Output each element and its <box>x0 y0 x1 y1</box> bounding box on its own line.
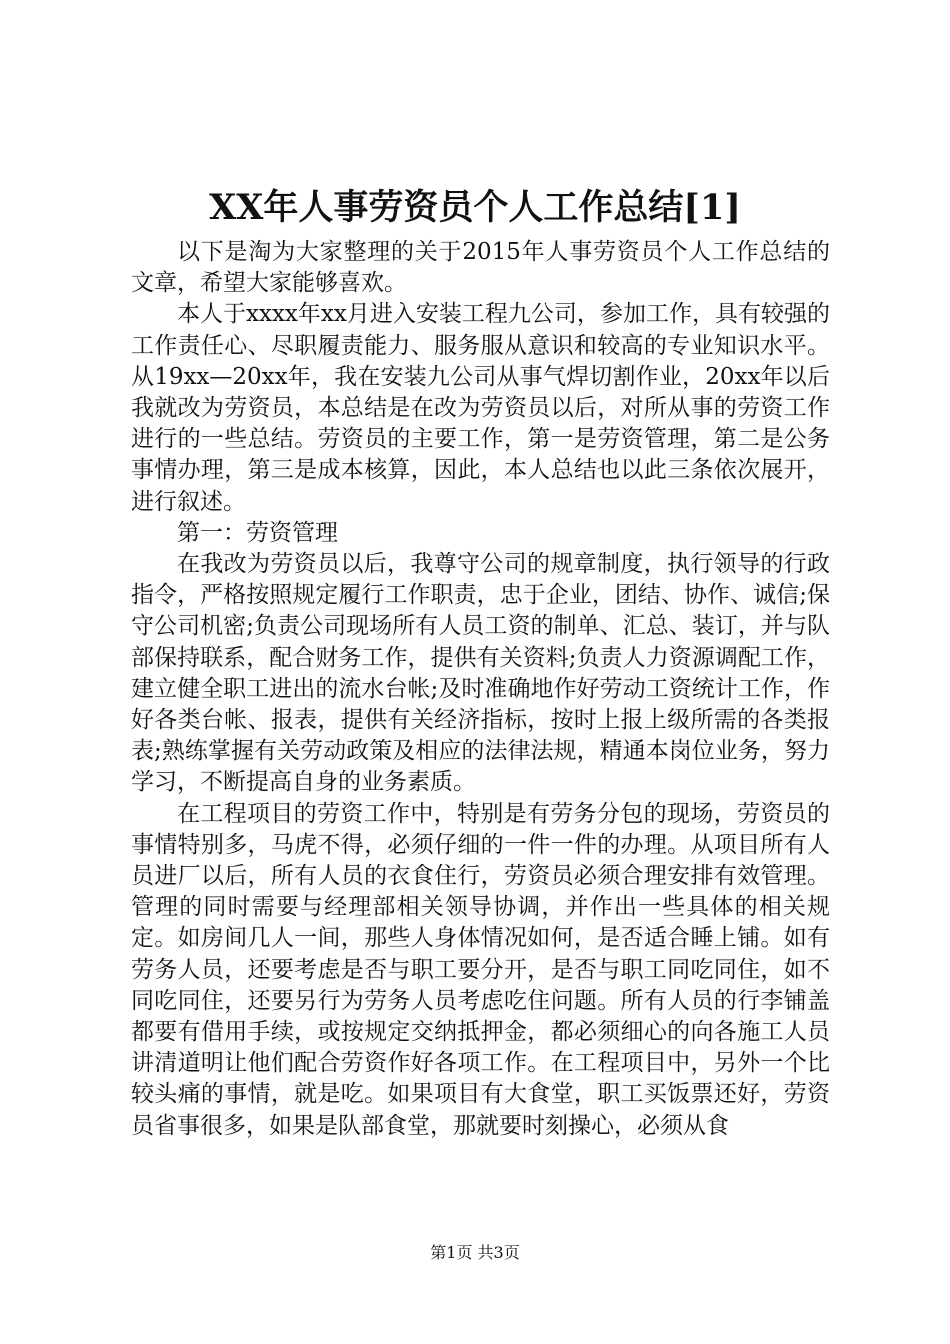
paragraph-intro: 以下是淘为大家整理的关于2015年人事劳资员个人工作总结的文章，希望大家能够喜欢。 <box>131 239 830 297</box>
paragraph-duties: 在我改为劳资员以后，我尊守公司的规章制度，执行领导的行政指令，严格按照规定履行工作职责，忠于企业，团结、协作、诚信;保守公司机密;负责公司现场所有人员工资的制单、汇总、装订，并与队部保持联系，配合财务工作，提供有关资料;负责人力资源调配工作，建立健全职工进出的流水台帐;及时准确地作好劳动工资统计工作，作好各类台帐、报表，提供有关经济指标，按时上报上级所需的各类报表;熟练掌握有关劳动政策及相应的法律法规，精通本岗位业务，努力学习，不断提高自身的业务素质。 <box>131 551 830 796</box>
document-title: XX年人事劳资员个人工作总结[1] <box>209 187 741 228</box>
document-body <box>131 237 830 1142</box>
page-number-footer: 第1页 共3页 <box>430 1243 520 1262</box>
section-heading-labor-management: 第一：劳资管理 <box>177 519 338 546</box>
paragraph-project-work: 在工程项目的劳资工作中，特别是有劳务分包的现场，劳资员的事情特别多，马虎不得，必须仔细的一件一件的办理。从项目所有人员进厂以后，所有人员的衣食住行，劳资员必须合理安排有效管理。管理的同时需要与经理部相关领导协调，并作出一些具体的相关规定。如房间几人一间，那些人身体情况如何，是否适合睡上铺。如有劳务人员，还要考虑是否与职工要分开，是否与职工同吃同住，如不同吃同住，还要另行为劳务人员考虑吃住问题。所有人员的行李铺盖都要有借用手续，或按规定交纳抵押金，都必须细心的向各施工人员讲清道明让他们配合劳资作好各项工作。在工程项目中，另外一个比较头痛的事情，就是吃。如果项目有大食堂，职工买饭票还好，劳资员省事很多，如果是队部食堂，那就要时刻操心，必须从食 <box>131 800 830 1139</box>
paragraph-overview: 本人于xxxx年xx月进入安装工程九公司，参加工作，具有较强的工作责任心、尽职履责能力、服务服从意识和较高的专业知识水平。从19xx—20xx年，我在安装九公司从事气焊切割作业，20xx年以后我就改为劳资员，本总结是在改为劳资员以后，对所从事的劳资工作进行的一些总结。劳资员的主要工作，第一是劳资管理，第二是公务事情办理，第三是成本核算，因此，本人总结也以此三条依次展开，进行叙述。 <box>131 301 830 515</box>
